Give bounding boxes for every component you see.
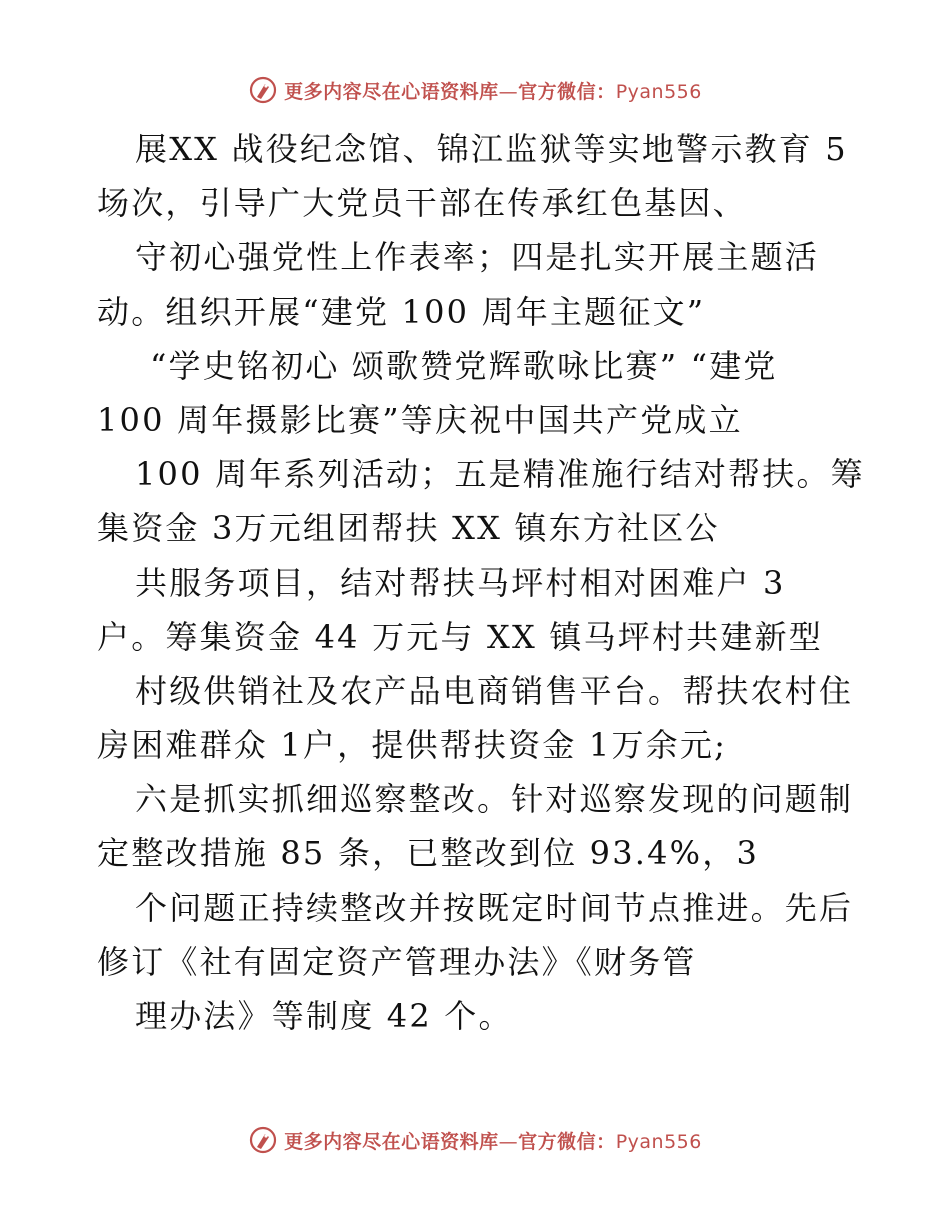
header-watermark xyxy=(0,73,950,107)
body-line: 村级供销社及农产品电商销售平台。帮扶农村住 xyxy=(135,671,854,710)
watermark-label: 官方微信： xyxy=(518,80,616,103)
body-line: 个问题正持续整改并按既定时间节点推进。先后 xyxy=(135,888,854,927)
body-line: 共服务项目，结对帮扶马坪村相对困难户 3 xyxy=(135,563,786,602)
body-line: “学史铭初心 颂歌赞党辉歌咏比赛” “建党 xyxy=(150,346,778,385)
body-line: 六是抓实抓细巡察整改。针对巡察发现的问题制 xyxy=(135,780,854,819)
footer-watermark xyxy=(0,1123,950,1157)
body-line: 100 周年摄影比赛”等庆祝中国共产党成立 xyxy=(97,400,743,439)
watermark-text xyxy=(284,77,702,104)
body-line: 修订《社有固定资产管理办法》《财务管 xyxy=(97,942,697,981)
body-line: 定整改措施 85 条，已整改到位 93.4%，3 xyxy=(97,834,760,873)
body-line: 场次，引导广大党员干部在传承红色基因、 xyxy=(97,184,747,223)
body-line: 户。筹集资金 44 万元与 XX 镇马坪村共建新型 xyxy=(97,617,823,656)
body-line: 理办法》等制度 42 个。 xyxy=(135,997,513,1035)
body-line: 房困难群众 1户，提供帮扶资金 1万余元; xyxy=(97,726,728,765)
body-line: 守初心强党性上作表率；四是扎实开展主题活 xyxy=(135,238,820,277)
document-body xyxy=(0,122,950,1043)
watermark-brand: 更多内容尽在心语资料库 xyxy=(284,80,499,103)
watermark-label: 官方微信： xyxy=(518,1130,616,1153)
watermark-account: Pyan556 xyxy=(615,1130,702,1153)
body-line: 集资金 3万元组团帮扶 XX 镇东方社区公 xyxy=(97,509,720,548)
pen-nib-logo-icon xyxy=(248,1125,278,1155)
watermark-separator: — xyxy=(498,1130,519,1153)
watermark-brand: 更多内容尽在心语资料库 xyxy=(284,1130,499,1153)
body-line: 动。组织开展“建党 100 周年主题征文” xyxy=(97,292,706,331)
watermark-account: Pyan556 xyxy=(615,80,702,103)
body-line: 展XX 战役纪念馆、锦江监狱等实地警示教育 5 xyxy=(135,130,848,168)
watermark-text xyxy=(284,1127,702,1154)
pen-nib-logo-icon xyxy=(248,75,278,105)
watermark-separator: — xyxy=(498,80,519,103)
body-line: 100 周年系列活动；五是精准施行结对帮扶。筹 xyxy=(135,455,865,494)
